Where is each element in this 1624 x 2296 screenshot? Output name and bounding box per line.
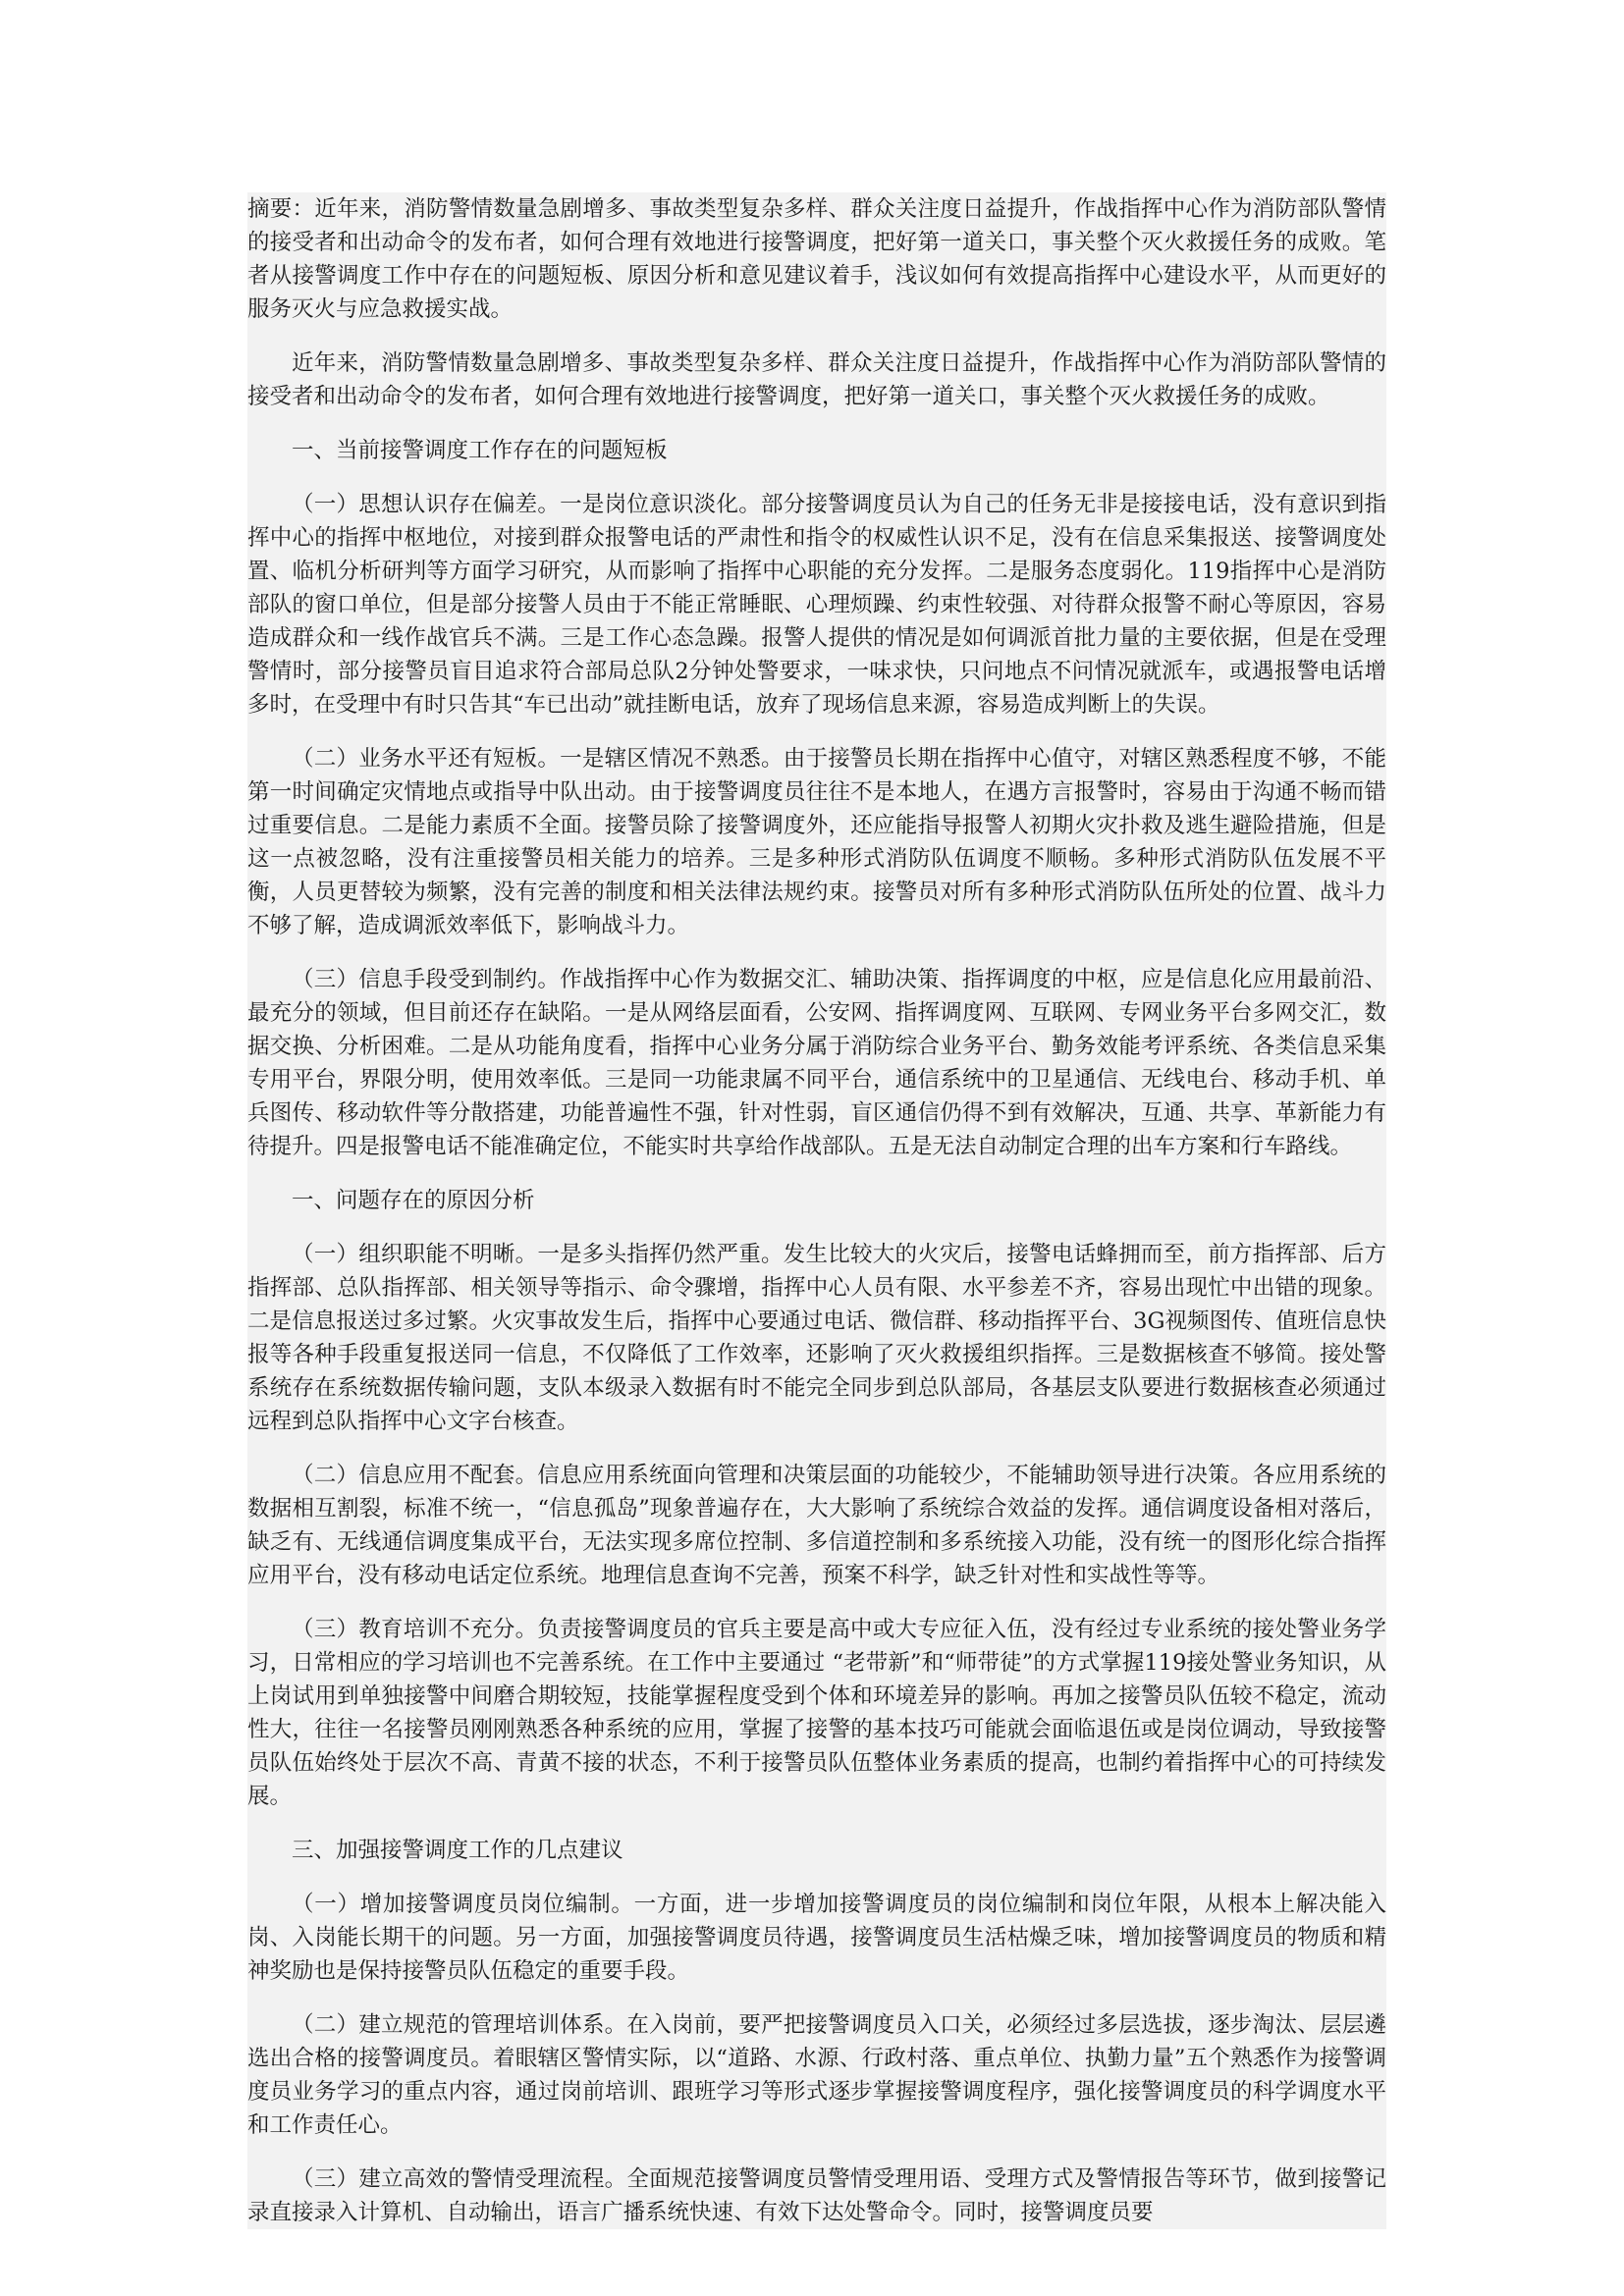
section-2-heading: 一、问题存在的原因分析: [292, 1188, 535, 1213]
section-2-paragraph-2: （二）信息应用不配套。信息应用系统面向管理和决策层面的功能较少，不能辅助领导进行决策。各应用系统的数据相互割裂，标准不统一，“信息孤岛”现象普遍存在，大大影响了系统综合效益的发挥。通信调度设备相对落后，缺乏有、无线通信调度集成平台，无法实现多席位控制、多信道控制和多系统接入功能，没有统一的图形化综合指挥应用平台，没有移动电话定位系统。地理信息查询不完善，预案不科学，缺乏针对性和实战性等等。: [247, 1463, 1386, 1588]
section-1-paragraph-1: （一）思想认识存在偏差。一是岗位意识淡化。部分接警调度员认为自己的任务无非是接接电话，没有意识到指挥中心的指挥中枢地位，对接到群众报警电话的严肃性和指令的权威性认识不足，没有在信息采集报送、接警调度处置、临机分析研判等方面学习研究，从而影响了指挥中心职能的充分发挥。二是服务态度弱化。119指挥中心是消防部队的窗口单位，但是部分接警人员由于不能正常睡眠、心理烦躁、约束性较强、对待群众报警不耐心等原因，容易造成群众和一线作战官兵不满。三是工作心态急躁。报警人提供的情况是如何调派首批力量的主要依据，但是在受理警情时，部分接警员盲目追求符合部局总队2分钟处警要求，一味求快，只问地点不问情况就派车，或遇报警电话增多时，在受理中有时只告其“车已出动”就挂断电话，放弃了现场信息来源，容易造成判断上的失误。: [247, 492, 1386, 718]
section-3-paragraph-1: （一）增加接警调度员岗位编制。一方面，进一步增加接警调度员的岗位编制和岗位年限，从根本上解决能入岗、入岗能长期干的问题。另一方面，加强接警调度员待遇，接警调度员生活枯燥乏味，增加接警调度员的物质和精神奖励也是保持接警员队伍稳定的重要手段。: [247, 1892, 1386, 1984]
section-1-paragraph-2: （二）业务水平还有短板。一是辖区情况不熟悉。由于接警员长期在指挥中心值守，对辖区熟悉程度不够，不能第一时间确定灾情地点或指导中队出动。由于接警调度员往往不是本地人，在遇方言报警时，容易由于沟通不畅而错过重要信息。二是能力素质不全面。接警员除了接警调度外，还应能指导报警人初期火灾扑救及逃生避险措施，但是这一点被忽略，没有注重接警员相关能力的培养。三是多种形式消防队伍调度不顺畅。多种形式消防队伍发展不平衡，人员更替较为频繁，没有完善的制度和相关法律法规约束。接警员对所有多种形式消防队伍所处的位置、战斗力不够了解，造成调派效率低下，影响战斗力。: [247, 746, 1386, 938]
section-3-paragraph-3: （三）建立高效的警情受理流程。全面规范接警调度员警情受理用语、受理方式及警情报告等环节，做到接警记录直接录入计算机、自动输出，语言广播系统快速、有效下达处警命令。同时，接警调度员要: [247, 2166, 1386, 2225]
section-1-paragraph-3: （三）信息手段受到制约。作战指挥中心作为数据交汇、辅助决策、指挥调度的中枢，应是信息化应用最前沿、最充分的领域，但目前还存在缺陷。一是从网络层面看，公安网、指挥调度网、互联网、专网业务平台多网交汇，数据交换、分析困难。二是从功能角度看，指挥中心业务分属于消防综合业务平台、勤务效能考评系统、各类信息采集专用平台，界限分明，使用效率低。三是同一功能隶属不同平台，通信系统中的卫星通信、无线电台、移动手机、单兵图传、移动软件等分散搭建，功能普遍性不强，针对性弱，盲区通信仍得不到有效解决，互通、共享、革新能力有待提升。四是报警电话不能准确定位，不能实时共享给作战部队。五是无法自动制定合理的出车方案和行车路线。: [247, 967, 1386, 1159]
section-3-paragraph-2: （二）建立规范的管理培训体系。在入岗前，要严把接警调度员入口关，必须经过多层选拔，逐步淘汰、层层遴选出合格的接警调度员。着眼辖区警情实际，以“道路、水源、行政村落、重点单位、执勤力量”五个熟悉作为接警调度员业务学习的重点内容，通过岗前培训、跟班学习等形式逐步掌握接警调度程序，强化接警调度员的科学调度水平和工作责任心。: [247, 2012, 1386, 2138]
section-3-heading: 三、加强接警调度工作的几点建议: [292, 1838, 623, 1863]
intro-paragraph: 近年来，消防警情数量急剧增多、事故类型复杂多样、群众关注度日益提升，作战指挥中心作为消防部队警情的接受者和出动命令的发布者，如何合理有效地进行接警调度，把好第一道关口，事关整个灭火救援任务的成败。: [247, 350, 1386, 409]
section-2-paragraph-3: （三）教育培训不充分。负责接警调度员的官兵主要是高中或大专应征入伍，没有经过专业系统的接处警业务学习，日常相应的学习培训也不完善系统。在工作中主要通过 “老带新”和“师带徒”的方式掌握119接处警业务知识，从上岗试用到单独接警中间磨合期较短，技能掌握程度受到个体和环境差异的影响。再加之接警员队伍较不稳定，流动性大，往往一名接警员刚刚熟悉各种系统的应用，掌握了接警的基本技巧可能就会面临退伍或是岗位调动，导致接警员队伍始终处于层次不高、青黄不接的状态，不利于接警员队伍整体业务素质的提高，也制约着指挥中心的可持续发展。: [247, 1617, 1386, 1809]
document-body: [247, 192, 1386, 2229]
section-1-heading: 一、当前接警调度工作存在的问题短板: [292, 438, 668, 463]
section-2-paragraph-1: （一）组织职能不明晰。一是多头指挥仍然严重。发生比较大的火灾后，接警电话蜂拥而至，前方指挥部、后方指挥部、总队指挥部、相关领导等指示、命令骤增，指挥中心人员有限、水平参差不齐，容易出现忙中出错的现象。二是信息报送过多过繁。火灾事故发生后，指挥中心要通过电话、微信群、移动指挥平台、3G视频图传、值班信息快报等各种手段重复报送同一信息，不仅降低了工作效率，还影响了灭火救援组织指挥。三是数据核查不够简。接处警系统存在系统数据传输问题，支队本级录入数据有时不能完全同步到总队部局，各基层支队要进行数据核查必须通过远程到总队指挥中心文字台核查。: [247, 1242, 1386, 1434]
abstract-paragraph: 摘要：近年来，消防警情数量急剧增多、事故类型复杂多样、群众关注度日益提升，作战指挥中心作为消防部队警情的接受者和出动命令的发布者，如何合理有效地进行接警调度，把好第一道关口，事关整个灭火救援任务的成败。笔者从接警调度工作中存在的问题短板、原因分析和意见建议着手，浅议如何有效提高指挥中心建设水平，从而更好的服务灭火与应急救援实战。: [247, 196, 1386, 322]
